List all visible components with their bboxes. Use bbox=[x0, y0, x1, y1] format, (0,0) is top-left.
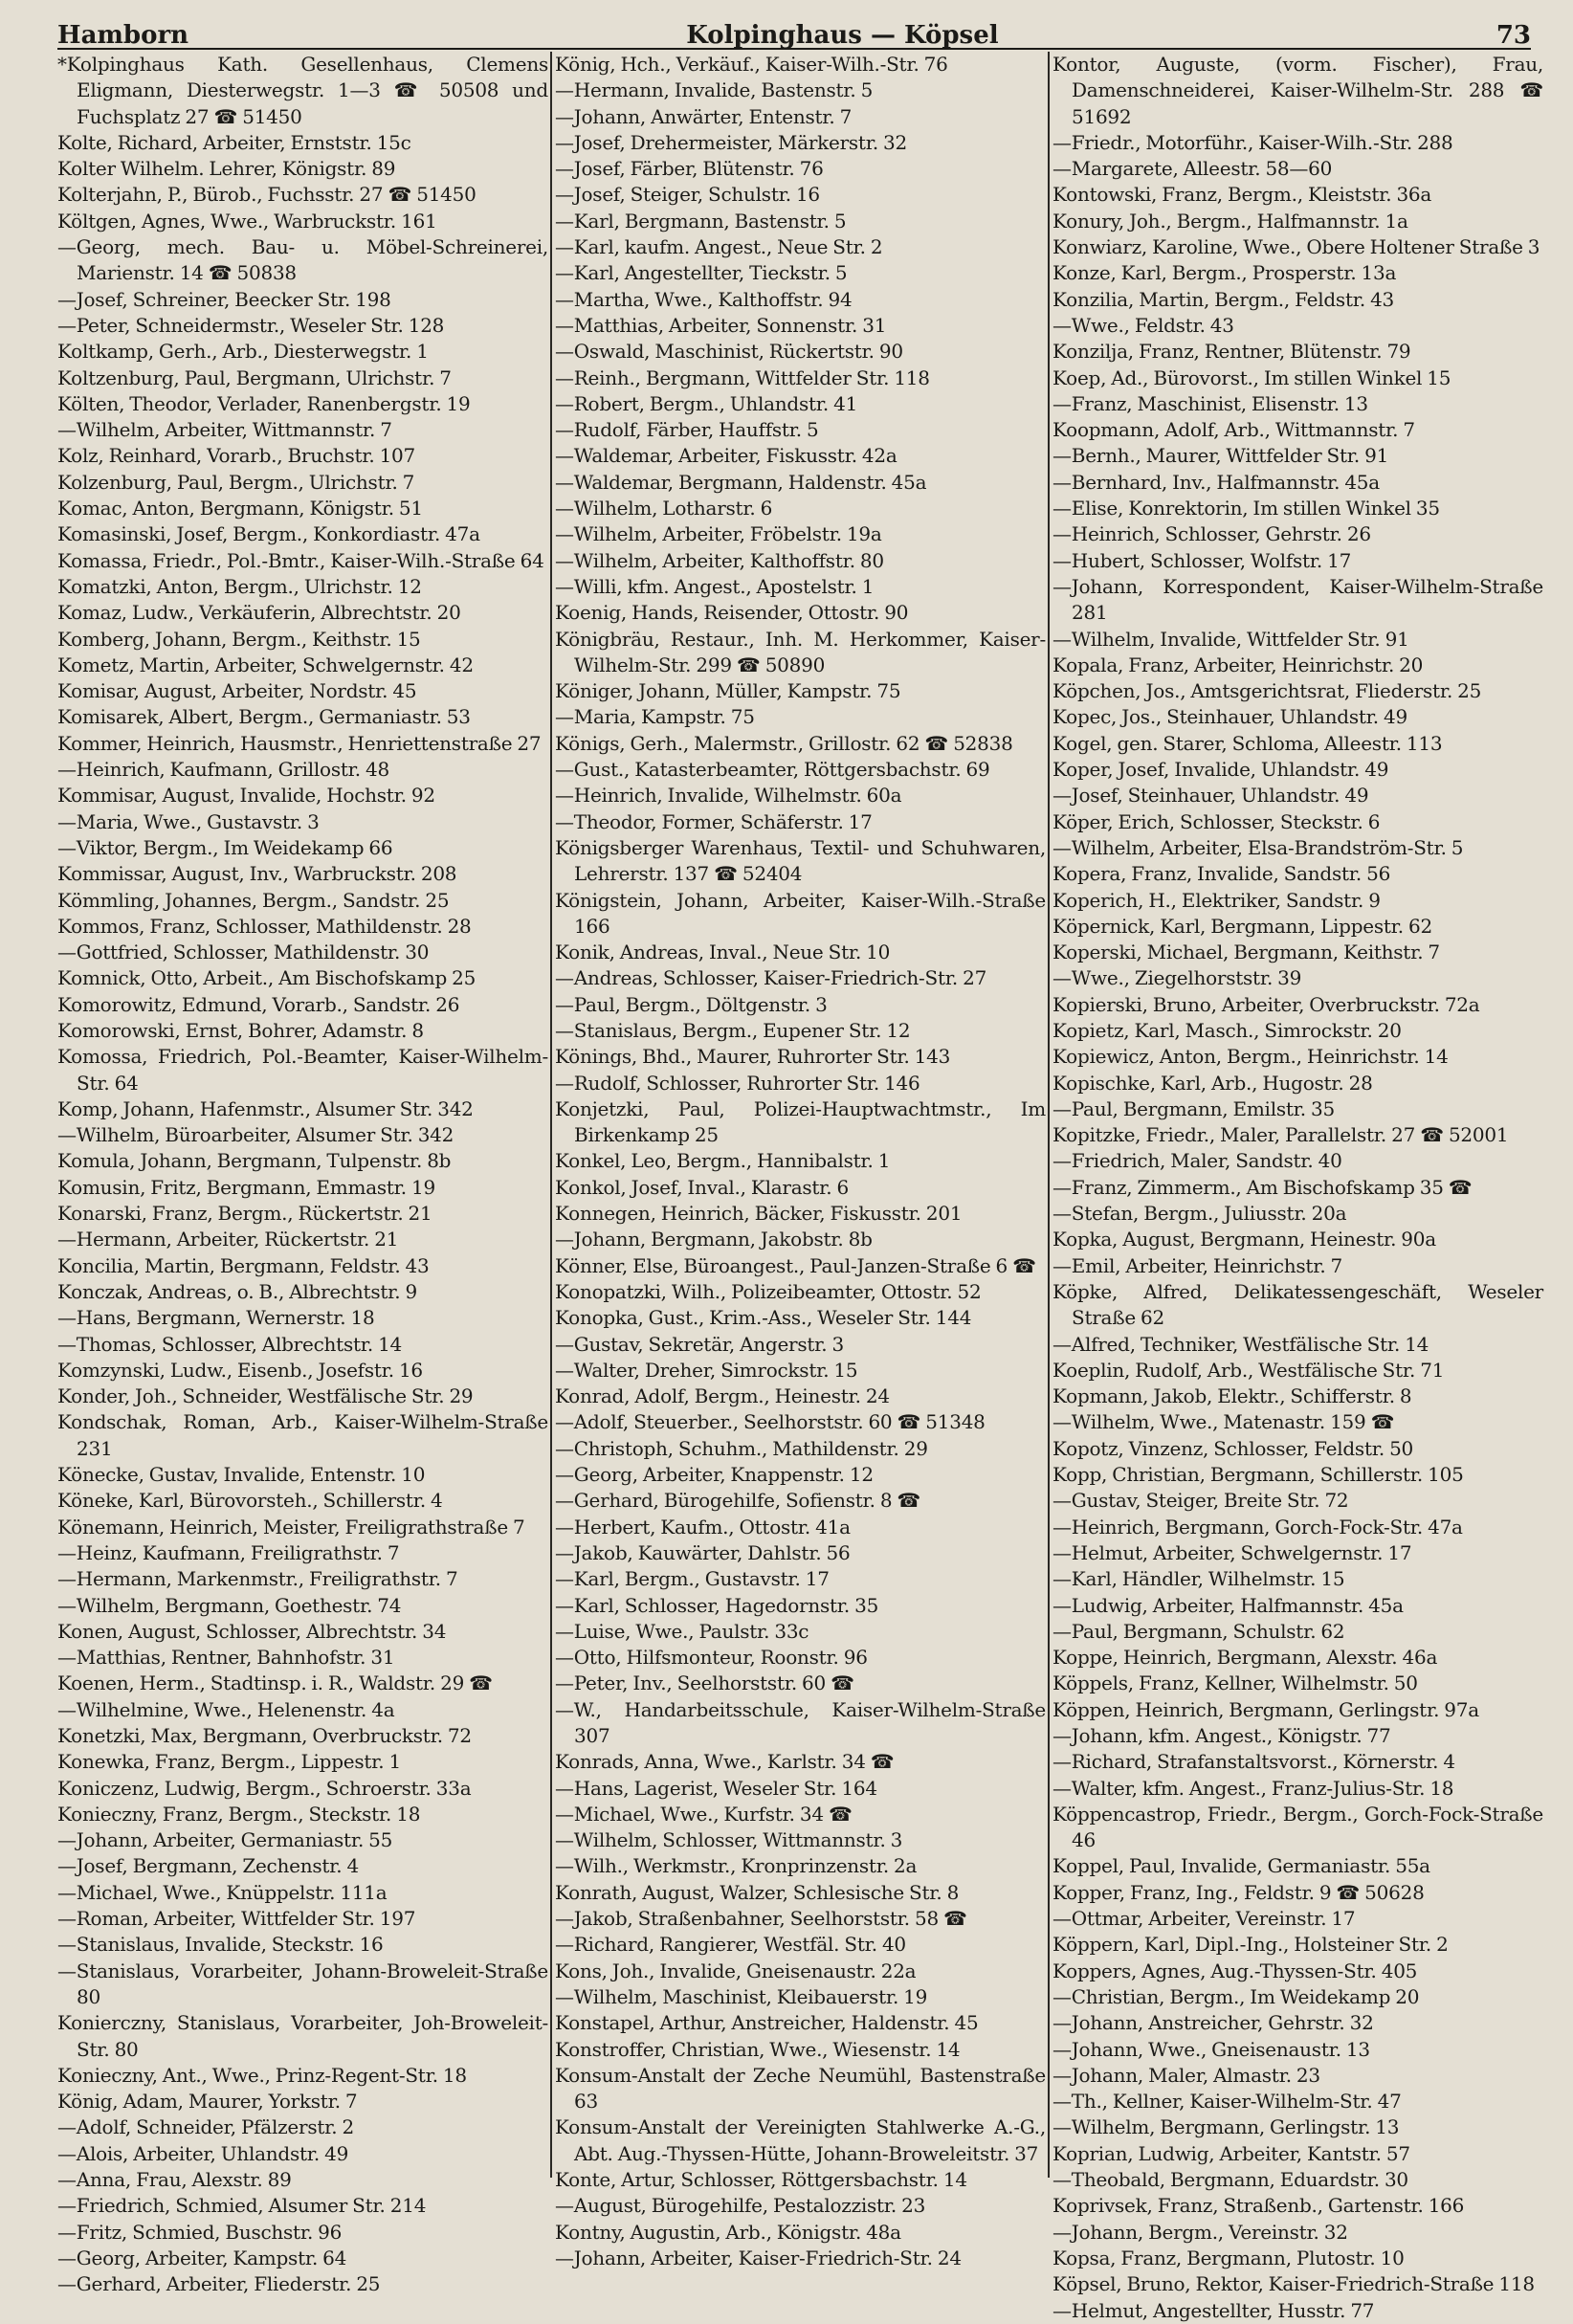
directory-columns bbox=[57, 52, 1543, 2322]
directory-entry: Kometz, Martin, Arbeiter, Schwelgernstr. 42 bbox=[57, 653, 474, 676]
directory-entry: Konjetzki, Paul, Polizei-Hauptwachtmstr., Im Birkenkamp 25 bbox=[555, 1096, 1046, 1147]
directory-entry: Koperich, H., Elektriker, Sandstr. 9 bbox=[1052, 888, 1381, 912]
directory-entry: —Rudolf, Schlosser, Ruhrorter Str. 146 bbox=[555, 1071, 920, 1095]
directory-entry: —Wilhelm, Schlosser, Wittmannstr. 3 bbox=[555, 1828, 903, 1852]
directory-entry: —Georg, Arbeiter, Kampstr. 64 bbox=[57, 2246, 347, 2269]
directory-entry: —Heinrich, Schlosser, Gehrstr. 26 bbox=[1052, 522, 1371, 546]
directory-entry: —Maria, Kampstr. 75 bbox=[555, 705, 755, 729]
directory-entry: Kondschak, Roman, Arb., Kaiser-Wilhelm-Straße 231 bbox=[57, 1410, 548, 1460]
directory-entry: Kopietz, Karl, Masch., Simrockstr. 20 bbox=[1052, 1018, 1402, 1042]
directory-entry: Konze, Karl, Bergm., Prosperstr. 13a bbox=[1052, 261, 1397, 285]
directory-entry: —Josef, Schreiner, Beecker Str. 198 bbox=[57, 287, 391, 311]
directory-entry: —Wilhelm, Arbeiter, Elsa-Brandström-Str. 5 bbox=[1052, 835, 1464, 859]
directory-entry: Kontowski, Franz, Bergm., Kleiststr. 36a bbox=[1052, 183, 1432, 207]
directory-entry: —Gust., Katasterbeamter, Röttgersbachstr. 69 bbox=[555, 758, 990, 782]
directory-entry: Köpernick, Karl, Bergmann, Lippestr. 62 bbox=[1052, 914, 1432, 938]
directory-entry: Konstapel, Arthur, Anstreicher, Haldenstr. 45 bbox=[555, 2011, 979, 2035]
directory-entry: —W., Handarbeitsschule, Kaiser-Wilhelm-Straße 307 bbox=[555, 1697, 1046, 1747]
directory-entry: Kömmling, Johannes, Bergm., Sandstr. 25 bbox=[57, 888, 450, 912]
header-center-range: Kolpinghaus — Köpsel bbox=[686, 21, 999, 50]
directory-entry: —Helmut, Arbeiter, Schwelgernstr. 17 bbox=[1052, 1540, 1412, 1564]
directory-entry: —Stefan, Bergm., Juliusstr. 20a bbox=[1052, 1202, 1347, 1226]
directory-entry: —Johann, Bergmann, Jakobstr. 8b bbox=[555, 1228, 873, 1251]
directory-entry: Konrath, August, Walzer, Schlesische Str. 8 bbox=[555, 1880, 960, 1904]
directory-entry: Konewka, Franz, Bergm., Lippestr. 1 bbox=[57, 1750, 401, 1774]
directory-entry: —Maria, Wwe., Gustavstr. 3 bbox=[57, 809, 320, 833]
directory-entry: Konrads, Anna, Wwe., Karlstr. 34 ☎ bbox=[555, 1750, 895, 1774]
directory-entry: Köper, Erich, Schlosser, Steckstr. 6 bbox=[1052, 809, 1381, 833]
directory-entry: —Andreas, Schlosser, Kaiser-Friedrich-Str. 27 bbox=[555, 966, 987, 990]
directory-entry: —Wilhelm, Wwe., Matenastr. 159 ☎ bbox=[1052, 1410, 1395, 1434]
directory-entry: Koppe, Heinrich, Bergmann, Alexstr. 46a bbox=[1052, 1646, 1438, 1670]
directory-entry: Koprivsek, Franz, Straßenb., Gartenstr. 166 bbox=[1052, 2194, 1465, 2218]
directory-entry: —Walter, Dreher, Simrockstr. 15 bbox=[555, 1358, 858, 1382]
directory-entry: —Wilhelm, Invalide, Wittfelder Str. 91 bbox=[1052, 627, 1409, 651]
directory-entry: Konarski, Franz, Bergm., Rückertstr. 21 bbox=[57, 1202, 432, 1226]
directory-entry: Kopper, Franz, Ing., Feldstr. 9 ☎ 50628 bbox=[1052, 1880, 1425, 1904]
column-3 bbox=[1048, 52, 1543, 2322]
directory-entry: Komatzki, Anton, Bergm., Ulrichstr. 12 bbox=[57, 574, 422, 598]
directory-entry: —Karl, kaufm. Angest., Neue Str. 2 bbox=[555, 235, 883, 259]
page-header bbox=[57, 11, 1531, 50]
directory-entry: —Oswald, Maschinist, Rückertstr. 90 bbox=[555, 340, 903, 364]
directory-entry: —Josef, Steiger, Schulstr. 16 bbox=[555, 183, 820, 207]
directory-entry: —Helmut, Angestellter, Husstr. 77 bbox=[1052, 2298, 1375, 2322]
directory-entry: Konsum-Anstalt der Vereinigten Stahlwerke A.-G., Abt. Aug.-Thyssen-Hütte, Johann-Broweleitstr. 37 bbox=[555, 2115, 1046, 2165]
directory-entry: Köpchen, Jos., Amtsgerichtsrat, Fliederstr. 25 bbox=[1052, 679, 1482, 703]
directory-entry: Kopierski, Bruno, Arbeiter, Overbruckstr. 72a bbox=[1052, 992, 1480, 1016]
directory-entry: Konczak, Andreas, o. B., Albrechtstr. 9 bbox=[57, 1279, 417, 1303]
directory-entry: Koopmann, Adolf, Arb., Wittmannstr. 7 bbox=[1052, 418, 1415, 442]
directory-entry: Konnegen, Heinrich, Bäcker, Fiskusstr. 201 bbox=[555, 1202, 963, 1226]
directory-entry: —Th., Kellner, Kaiser-Wilhelm-Str. 47 bbox=[1052, 2090, 1402, 2114]
directory-entry: —Johann, Anwärter, Entenstr. 7 bbox=[555, 104, 853, 128]
directory-entry: Konsum-Anstalt der Zeche Neumühl, Bastenstraße 63 bbox=[555, 2063, 1046, 2114]
directory-entry: —Johann, kfm. Angest., Königstr. 77 bbox=[1052, 1724, 1391, 1747]
directory-entry: —Karl, Händler, Wilhelmstr. 15 bbox=[1052, 1567, 1345, 1591]
directory-entry: Koppel, Paul, Invalide, Germaniastr. 55a bbox=[1052, 1854, 1430, 1878]
directory-entry: —Franz, Zimmerm., Am Bischofskamp 35 ☎ bbox=[1052, 1175, 1473, 1199]
directory-entry: —Adolf, Schneider, Pfälzerstr. 2 bbox=[57, 2115, 354, 2139]
directory-entry: Konen, August, Schlosser, Albrechtstr. 34 bbox=[57, 1619, 447, 1643]
directory-entry: —Johann, Arbeiter, Kaiser-Friedrich-Str. 24 bbox=[555, 2246, 962, 2269]
directory-entry: —Willi, kfm. Angest., Apostelstr. 1 bbox=[555, 574, 875, 598]
directory-entry: Kopera, Franz, Invalide, Sandstr. 56 bbox=[1052, 862, 1391, 886]
directory-entry: —Peter, Inv., Seelhorststr. 60 ☎ bbox=[555, 1671, 854, 1695]
directory-entry: Konstroffer, Christian, Wwe., Wiesenstr. 14 bbox=[555, 2037, 961, 2061]
directory-entry: —Otto, Hilfsmonteur, Roonstr. 96 bbox=[555, 1646, 868, 1670]
directory-entry: —Wilhelm, Lotharstr. 6 bbox=[555, 497, 773, 520]
directory-entry: —Gerhard, Bürogehilfe, Sofienstr. 8 ☎ bbox=[555, 1489, 921, 1513]
directory-entry: Koenen, Herm., Stadtinsp. i. R., Waldstr. 29 ☎ bbox=[57, 1671, 493, 1695]
directory-entry: Kopsa, Franz, Bergmann, Plutostr. 10 bbox=[1052, 2246, 1405, 2269]
directory-entry: *Kolpinghaus Kath. Gesellenhaus, Clemens Eligmann, Diesterwegstr. 1—3 ☎ 50508 und Fuchsplatz 27 ☎ 51450 bbox=[57, 53, 548, 128]
directory-entry: —Richard, Strafanstaltsvorst., Körnerstr. 4 bbox=[1052, 1750, 1455, 1774]
directory-entry: Konwiarz, Karoline, Wwe., Obere Holtener Straße 3 bbox=[1052, 235, 1540, 259]
directory-entry: —Karl, Bergmann, Bastenstr. 5 bbox=[555, 209, 847, 232]
directory-entry: —Hermann, Arbeiter, Rückertstr. 21 bbox=[57, 1228, 399, 1251]
directory-entry: Kontny, Augustin, Arb., Königstr. 48a bbox=[555, 2220, 901, 2244]
header-rule bbox=[57, 48, 1531, 50]
directory-entry: Konopatzki, Wilh., Polizeibeamter, Ottostr. 52 bbox=[555, 1279, 982, 1303]
directory-entry: Koeplin, Rudolf, Arb., Westfälische Str. 71 bbox=[1052, 1358, 1445, 1382]
directory-entry: Könings, Bhd., Maurer, Ruhrorter Str. 143 bbox=[555, 1045, 951, 1069]
directory-entry: Kopischke, Karl, Arb., Hugostr. 28 bbox=[1052, 1071, 1373, 1095]
column-2 bbox=[550, 52, 1046, 2269]
directory-entry: —Herbert, Kaufm., Ottostr. 41a bbox=[555, 1515, 851, 1538]
directory-entry: Köpke, Alfred, Delikatessengeschäft, Weseler Straße 62 bbox=[1052, 1279, 1543, 1330]
directory-entry: Konrad, Adolf, Bergm., Heinestr. 24 bbox=[555, 1384, 890, 1408]
directory-entry: Konopka, Gust., Krim.-Ass., Weseler Str. 144 bbox=[555, 1306, 972, 1330]
directory-entry: Konte, Artur, Schlosser, Röttgersbachstr. 14 bbox=[555, 2168, 967, 2192]
directory-entry: —Friedr., Motorführ., Kaiser-Wilh.-Str. 288 bbox=[1052, 130, 1453, 154]
directory-entry: —Josef, Färber, Blütenstr. 76 bbox=[555, 157, 824, 181]
directory-entry: Koenig, Hands, Reisender, Ottostr. 90 bbox=[555, 601, 909, 625]
directory-entry: Kopec, Jos., Steinhauer, Uhlandstr. 49 bbox=[1052, 705, 1407, 729]
directory-entry: —Jakob, Kauwärter, Dahlstr. 56 bbox=[555, 1540, 851, 1564]
directory-entry: Komaz, Ludw., Verkäuferin, Albrechtstr. 20 bbox=[57, 601, 461, 625]
directory-entry: Komorowski, Ernst, Bohrer, Adamstr. 8 bbox=[57, 1018, 424, 1042]
column-1 bbox=[57, 52, 548, 2296]
directory-entry: Költen, Theodor, Verlader, Ranenbergstr. 19 bbox=[57, 391, 471, 415]
directory-entry: Koncilia, Martin, Bergmann, Feldstr. 43 bbox=[57, 1253, 430, 1277]
directory-entry: —Johann, Wwe., Gneisenaustr. 13 bbox=[1052, 2037, 1370, 2061]
directory-entry: Kopka, August, Bergmann, Heinestr. 90a bbox=[1052, 1228, 1436, 1251]
directory-entry: Kolzenburg, Paul, Bergm., Ulrichstr. 7 bbox=[57, 470, 415, 494]
directory-entry: —Johann, Bergm., Vereinstr. 32 bbox=[1052, 2220, 1348, 2244]
directory-entry: —Bernh., Maurer, Wittfelder Str. 91 bbox=[1052, 444, 1389, 468]
directory-entry: Kommissar, August, Inv., Warbruckstr. 208 bbox=[57, 862, 457, 886]
directory-entry: —Waldemar, Bergmann, Haldenstr. 45a bbox=[555, 470, 927, 494]
directory-entry: Konzilja, Franz, Rentner, Blütenstr. 79 bbox=[1052, 340, 1411, 364]
directory-entry: —Gerhard, Arbeiter, Fliederstr. 25 bbox=[57, 2272, 381, 2296]
directory-entry: —Fritz, Schmied, Buschstr. 96 bbox=[57, 2220, 343, 2244]
directory-entry: Koltkamp, Gerh., Arb., Diesterwegstr. 1 bbox=[57, 340, 429, 364]
directory-entry: —Emil, Arbeiter, Heinrichstr. 7 bbox=[1052, 1253, 1343, 1277]
directory-entry: —Matthias, Arbeiter, Sonnenstr. 31 bbox=[555, 313, 887, 337]
directory-entry: —Wilh., Werkmstr., Kronprinzenstr. 2a bbox=[555, 1854, 918, 1878]
directory-entry: —Hubert, Schlosser, Wolfstr. 17 bbox=[1052, 548, 1352, 572]
directory-entry: —Gustav, Sekretär, Angerstr. 3 bbox=[555, 1332, 844, 1356]
directory-entry: —Bernhard, Inv., Halfmannstr. 45a bbox=[1052, 470, 1380, 494]
header-left-city: Hamborn bbox=[57, 21, 189, 50]
directory-entry: —Hermann, Markenmstr., Freiligrathstr. 7 bbox=[57, 1567, 458, 1591]
directory-entry: Kopala, Franz, Arbeiter, Heinrichstr. 20 bbox=[1052, 653, 1424, 676]
directory-entry: —Hans, Bergmann, Wernerstr. 18 bbox=[57, 1306, 375, 1330]
directory-entry: Komula, Johann, Bergmann, Tulpenstr. 8b bbox=[57, 1149, 452, 1173]
directory-entry: Konierczny, Stanislaus, Vorarbeiter, Joh-Broweleit-Str. 80 bbox=[57, 2011, 548, 2061]
directory-entry: —Josef, Bergmann, Zechenstr. 4 bbox=[57, 1854, 359, 1878]
directory-entry: —Heinrich, Bergmann, Gorch-Fock-Str. 47a bbox=[1052, 1515, 1463, 1538]
directory-entry: —Georg, Arbeiter, Knappenstr. 12 bbox=[555, 1463, 874, 1487]
directory-entry: Köppels, Franz, Kellner, Wilhelmstr. 50 bbox=[1052, 1671, 1418, 1695]
directory-entry: Komzynski, Ludw., Eisenb., Josefstr. 16 bbox=[57, 1358, 423, 1382]
directory-entry: Komnick, Otto, Arbeit., Am Bischofskamp 25 bbox=[57, 966, 476, 990]
directory-entry: —Josef, Drehermeister, Märkerstr. 32 bbox=[555, 130, 907, 154]
directory-entry: —Luise, Wwe., Paulstr. 33c bbox=[555, 1619, 809, 1643]
directory-entry: —Heinrich, Kaufmann, Grillostr. 48 bbox=[57, 758, 389, 782]
directory-entry: Königs, Gerh., Malermstr., Grillostr. 62 ☎ 52838 bbox=[555, 731, 1013, 755]
directory-entry: —Heinrich, Invalide, Wilhelmstr. 60a bbox=[555, 784, 902, 808]
directory-entry: —Wilhelm, Maschinist, Kleibauerstr. 19 bbox=[555, 1984, 928, 2008]
directory-entry: —Alois, Arbeiter, Uhlandstr. 49 bbox=[57, 2141, 349, 2165]
directory-entry: Konder, Joh., Schneider, Westfälische Str. 29 bbox=[57, 1384, 474, 1408]
directory-entry: Könemann, Heinrich, Meister, Freiligrathstraße 7 bbox=[57, 1515, 525, 1538]
directory-entry: Koltzenburg, Paul, Bergmann, Ulrichstr. 7 bbox=[57, 365, 452, 389]
directory-entry: Koperski, Michael, Bergmann, Keithstr. 7 bbox=[1052, 941, 1440, 964]
directory-entry: Komossa, Friedrich, Pol.-Beamter, Kaiser-Wilhelm-Str. 64 bbox=[57, 1045, 548, 1095]
directory-entry: Kopp, Christian, Bergmann, Schillerstr. 105 bbox=[1052, 1463, 1464, 1487]
directory-entry: —Heinz, Kaufmann, Freiligrathstr. 7 bbox=[57, 1540, 400, 1564]
directory-entry: —Waldemar, Arbeiter, Fiskusstr. 42a bbox=[555, 444, 897, 468]
directory-entry: —Paul, Bergm., Döltgenstr. 3 bbox=[555, 992, 828, 1016]
directory-entry: Komusin, Fritz, Bergmann, Emmastr. 19 bbox=[57, 1175, 435, 1199]
directory-entry: —Theodor, Former, Schäferstr. 17 bbox=[555, 809, 873, 833]
directory-entry: —Alfred, Techniker, Westfälische Str. 14 bbox=[1052, 1332, 1429, 1356]
directory-entry: —Paul, Bergmann, Schulstr. 62 bbox=[1052, 1619, 1345, 1643]
directory-entry: Königstein, Johann, Arbeiter, Kaiser-Wilh.-Straße 166 bbox=[555, 888, 1046, 938]
directory-entry: König, Adam, Maurer, Yorkstr. 7 bbox=[57, 2090, 358, 2114]
directory-entry: Kopotz, Vinzenz, Schlosser, Feldstr. 50 bbox=[1052, 1436, 1414, 1460]
directory-entry: Konury, Joh., Bergm., Halfmannstr. 1a bbox=[1052, 209, 1408, 232]
directory-entry: —Stanislaus, Vorarbeiter, Johann-Broweleit-Straße 80 bbox=[57, 1959, 548, 2008]
directory-entry: Koep, Ad., Bürovorst., Im stillen Winkel 15 bbox=[1052, 365, 1451, 389]
directory-entry: Kogel, gen. Starer, Schloma, Alleestr. 113 bbox=[1052, 731, 1443, 755]
directory-entry: Konkel, Leo, Bergm., Hannibalstr. 1 bbox=[555, 1149, 891, 1173]
directory-entry: Konieczny, Ant., Wwe., Prinz-Regent-Str. 18 bbox=[57, 2063, 467, 2087]
directory-entry: —Margarete, Alleestr. 58—60 bbox=[1052, 157, 1333, 181]
directory-entry: —Michael, Wwe., Kurfstr. 34 ☎ bbox=[555, 1802, 853, 1826]
directory-entry: —Christoph, Schuhm., Mathildenstr. 29 bbox=[555, 1436, 928, 1460]
directory-entry: Kopitzke, Friedr., Maler, Parallelstr. 27 ☎ 52001 bbox=[1052, 1123, 1509, 1147]
directory-entry: —Josef, Steinhauer, Uhlandstr. 49 bbox=[1052, 784, 1369, 808]
directory-entry: Koniczenz, Ludwig, Bergm., Schroerstr. 33a bbox=[57, 1776, 472, 1800]
directory-entry: —Wwe., Feldstr. 43 bbox=[1052, 313, 1234, 337]
directory-entry: Kolterjahn, P., Bürob., Fuchsstr. 27 ☎ 51450 bbox=[57, 183, 476, 207]
directory-entry: —Viktor, Bergm., Im Weidekamp 66 bbox=[57, 835, 393, 859]
directory-entry: —Peter, Schneidermstr., Weseler Str. 128 bbox=[57, 313, 445, 337]
directory-entry: —Christian, Bergm., Im Weidekamp 20 bbox=[1052, 1984, 1420, 2008]
directory-entry: —Wwe., Ziegelhorststr. 39 bbox=[1052, 966, 1302, 990]
directory-entry: —Karl, Angestellter, Tieckstr. 5 bbox=[555, 261, 848, 285]
directory-entry: Kolter Wilhelm. Lehrer, Königstr. 89 bbox=[57, 157, 396, 181]
directory-entry: —Friedrich, Maler, Sandstr. 40 bbox=[1052, 1149, 1342, 1173]
directory-entry: —Ludwig, Arbeiter, Halfmannstr. 45a bbox=[1052, 1593, 1404, 1617]
directory-entry: Kons, Joh., Invalide, Gneisenaustr. 22a bbox=[555, 1959, 917, 1982]
page-number: 73 bbox=[1495, 21, 1531, 50]
directory-entry: Kolz, Reinhard, Vorarb., Bruchstr. 107 bbox=[57, 444, 415, 468]
directory-entry: —Paul, Bergmann, Emilstr. 35 bbox=[1052, 1096, 1335, 1120]
directory-entry: —Adolf, Steuerber., Seelhorststr. 60 ☎ 51348 bbox=[555, 1410, 986, 1434]
directory-entry: Köppen, Heinrich, Bergmann, Gerlingstr. 97a bbox=[1052, 1697, 1479, 1721]
directory-entry: Költgen, Agnes, Wwe., Warbruckstr. 161 bbox=[57, 209, 437, 232]
directory-entry: —Thomas, Schlosser, Albrechtstr. 14 bbox=[57, 1332, 403, 1356]
directory-entry: —Hermann, Invalide, Bastenstr. 5 bbox=[555, 78, 874, 102]
directory-entry: —Richard, Rangierer, Westfäl. Str. 40 bbox=[555, 1933, 906, 1957]
directory-entry: —Theobald, Bergmann, Eduardstr. 30 bbox=[1052, 2168, 1408, 2192]
directory-entry: —Walter, kfm. Angest., Franz-Julius-Str. 18 bbox=[1052, 1776, 1454, 1800]
directory-entry: Kopiewicz, Anton, Bergm., Heinrichstr. 14 bbox=[1052, 1045, 1449, 1069]
directory-entry: —Roman, Arbeiter, Wittfelder Str. 197 bbox=[57, 1907, 416, 1931]
directory-entry: Konik, Andreas, Inval., Neue Str. 10 bbox=[555, 941, 891, 964]
directory-entry: Komac, Anton, Bergmann, Königstr. 51 bbox=[57, 497, 423, 520]
directory-entry: —Wilhelm, Arbeiter, Wittmannstr. 7 bbox=[57, 418, 392, 442]
directory-entry: —Gustav, Steiger, Breite Str. 72 bbox=[1052, 1489, 1349, 1513]
directory-entry: Konieczny, Franz, Bergm., Steckstr. 18 bbox=[57, 1802, 421, 1826]
directory-entry: —Gottfried, Schlosser, Mathildenstr. 30 bbox=[57, 941, 430, 964]
directory-entry: Kolte, Richard, Arbeiter, Ernststr. 15c bbox=[57, 130, 411, 154]
directory-entry: —Ottmar, Arbeiter, Vereinstr. 17 bbox=[1052, 1907, 1356, 1931]
directory-entry: —Wilhelm, Bergmann, Goethestr. 74 bbox=[57, 1593, 402, 1617]
directory-entry: Koppers, Agnes, Aug.-Thyssen-Str. 405 bbox=[1052, 1959, 1418, 1982]
directory-entry: Kontor, Auguste, (vorm. Fischer), Frau, Damenschneiderei, Kaiser-Wilhelm-Str. 288 ☎ 51692 bbox=[1052, 53, 1543, 128]
directory-entry: Köppern, Karl, Dipl.-Ing., Holsteiner Str. 2 bbox=[1052, 1933, 1449, 1957]
directory-entry: Könner, Else, Büroangest., Paul-Janzen-Straße 6 ☎ bbox=[555, 1253, 1036, 1277]
directory-entry: —Stanislaus, Invalide, Steckstr. 16 bbox=[57, 1933, 384, 1957]
directory-entry: —Wilhelmine, Wwe., Helenenstr. 4a bbox=[57, 1697, 395, 1721]
directory-entry: Köppencastrop, Friedr., Bergm., Gorch-Fock-Straße 46 bbox=[1052, 1802, 1543, 1852]
directory-entry: Köneke, Karl, Bürovorsteh., Schillerstr. 4 bbox=[57, 1489, 443, 1513]
directory-entry: —Karl, Schlosser, Hagedornstr. 35 bbox=[555, 1593, 879, 1617]
directory-entry: —Reinh., Bergmann, Wittfelder Str. 118 bbox=[555, 365, 930, 389]
directory-entry: —Michael, Wwe., Knüppelstr. 111a bbox=[57, 1880, 388, 1904]
directory-entry: Komasinski, Josef, Bergm., Konkordiastr. 47a bbox=[57, 522, 480, 546]
directory-entry: —Martha, Wwe., Kalthoffstr. 94 bbox=[555, 287, 853, 311]
directory-entry: Köpsel, Bruno, Rektor, Kaiser-Friedrich-Straße 118 bbox=[1052, 2272, 1535, 2296]
directory-entry: Konzilia, Martin, Bergm., Feldstr. 43 bbox=[1052, 287, 1395, 311]
directory-entry: König, Hch., Verkäuf., Kaiser-Wilh.-Str. 76 bbox=[555, 53, 948, 76]
directory-entry: —Wilhelm, Arbeiter, Fröbelstr. 19a bbox=[555, 522, 882, 546]
directory-entry: —Wilhelm, Büroarbeiter, Alsumer Str. 342 bbox=[57, 1123, 454, 1147]
directory-entry: —August, Bürogehilfe, Pestalozzistr. 23 bbox=[555, 2194, 926, 2218]
directory-entry: —Wilhelm, Arbeiter, Kalthoffstr. 80 bbox=[555, 548, 884, 572]
directory-entry: Komisarek, Albert, Bergm., Germaniastr. 53 bbox=[57, 705, 471, 729]
directory-entry: —Franz, Maschinist, Elisenstr. 13 bbox=[1052, 391, 1368, 415]
directory-entry: —Wilhelm, Bergmann, Gerlingstr. 13 bbox=[1052, 2115, 1400, 2139]
directory-entry: Königbräu, Restaur., Inh. M. Herkommer, Kaiser-Wilhelm-Str. 299 ☎ 50890 bbox=[555, 627, 1046, 676]
directory-entry: —Elise, Konrektorin, Im stillen Winkel 35 bbox=[1052, 497, 1440, 520]
directory-entry: Komorowitz, Edmund, Vorarb., Sandstr. 26 bbox=[57, 992, 460, 1016]
directory-entry: Konetzki, Max, Bergmann, Overbruckstr. 72 bbox=[57, 1724, 472, 1747]
directory-entry: —Johann, Arbeiter, Germaniastr. 55 bbox=[57, 1828, 393, 1852]
directory-entry: —Stanislaus, Bergm., Eupener Str. 12 bbox=[555, 1018, 911, 1042]
directory-entry: Komberg, Johann, Bergm., Keithstr. 15 bbox=[57, 627, 421, 651]
directory-entry: —Johann, Korrespondent, Kaiser-Wilhelm-Straße 281 bbox=[1052, 574, 1543, 625]
directory-entry: —Anna, Frau, Alexstr. 89 bbox=[57, 2168, 292, 2192]
directory-entry: Kommisar, August, Invalide, Hochstr. 92 bbox=[57, 784, 435, 808]
directory-entry: Komassa, Friedr., Pol.-Bmtr., Kaiser-Wilh.-Straße 64 bbox=[57, 548, 544, 572]
directory-entry: —Robert, Bergm., Uhlandstr. 41 bbox=[555, 391, 858, 415]
directory-entry: —Johann, Anstreicher, Gehrstr. 32 bbox=[1052, 2011, 1374, 2035]
directory-entry: Könecke, Gustav, Invalide, Entenstr. 10 bbox=[57, 1463, 426, 1487]
directory-entry: —Hans, Lagerist, Weseler Str. 164 bbox=[555, 1776, 877, 1800]
directory-entry: —Rudolf, Färber, Hauffstr. 5 bbox=[555, 418, 819, 442]
directory-entry: Komp, Johann, Hafenmstr., Alsumer Str. 342 bbox=[57, 1096, 474, 1120]
directory-entry: Komisar, August, Arbeiter, Nordstr. 45 bbox=[57, 679, 417, 703]
directory-entry: —Karl, Bergm., Gustavstr. 17 bbox=[555, 1567, 830, 1591]
directory-entry: Kommos, Franz, Schlosser, Mathildenstr. 28 bbox=[57, 914, 472, 938]
directory-entry: Kopmann, Jakob, Elektr., Schifferstr. 8 bbox=[1052, 1384, 1412, 1408]
directory-entry: Koprian, Ludwig, Arbeiter, Kantstr. 57 bbox=[1052, 2141, 1410, 2165]
directory-entry: —Matthias, Rentner, Bahnhofstr. 31 bbox=[57, 1646, 395, 1670]
directory-entry: —Georg, mech. Bau- u. Möbel-Schreinerei, Marienstr. 14 ☎ 50838 bbox=[57, 235, 548, 285]
directory-entry: Königsberger Warenhaus, Textil- und Schuhwaren, Lehrerstr. 137 ☎ 52404 bbox=[555, 835, 1046, 886]
directory-entry: —Johann, Maler, Almastr. 23 bbox=[1052, 2063, 1320, 2087]
directory-entry: Kommer, Heinrich, Hausmstr., Henriettenstraße 27 bbox=[57, 731, 542, 755]
directory-entry: Königer, Johann, Müller, Kampstr. 75 bbox=[555, 679, 901, 703]
directory-entry: Konkol, Josef, Inval., Klarastr. 6 bbox=[555, 1175, 849, 1199]
directory-entry: Koper, Josef, Invalide, Uhlandstr. 49 bbox=[1052, 758, 1389, 782]
directory-entry: —Jakob, Straßenbahner, Seelhorststr. 58 ☎ bbox=[555, 1907, 967, 1931]
directory-entry: —Friedrich, Schmied, Alsumer Str. 214 bbox=[57, 2194, 427, 2218]
